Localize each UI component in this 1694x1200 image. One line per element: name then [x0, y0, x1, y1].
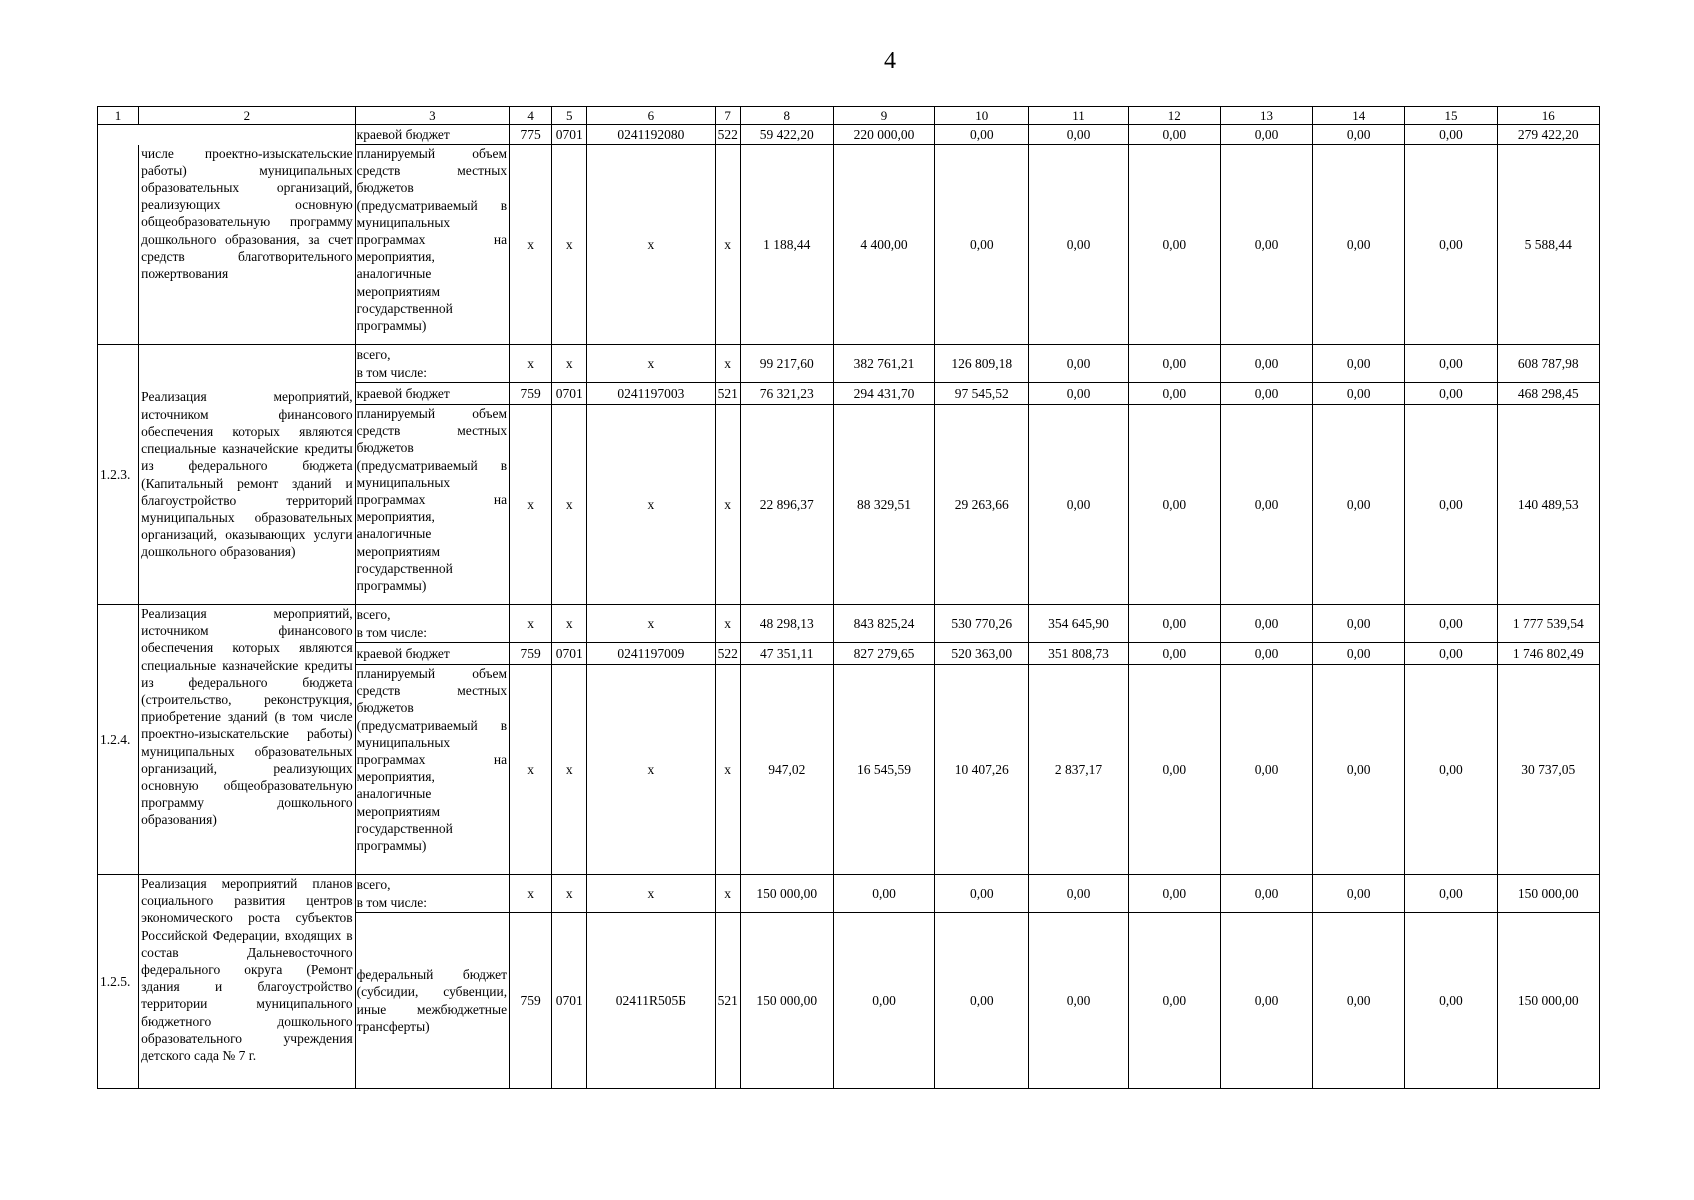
- value-cell-col-13: 0,00: [1220, 383, 1312, 405]
- source-cell: планируемый объем средств местных бюджетов (предусматриваемый в муниципальных программах на мероприятия, аналогичные мероприятиям государственной программы): [355, 405, 509, 605]
- value-cell-col-9: 0,00: [833, 913, 934, 1089]
- description-cell: Реализация мероприятий планов социального развития центров экономического роста субъектов Российской Федерации, входящих в состав Дальневосточного федерального округа (Ремонт здания и благоустройство территории муниципального бюджетного дошкольного образовательного учреждения детского сада № 7 г.: [139, 875, 356, 1089]
- value-cell-col-16: 150 000,00: [1497, 875, 1599, 913]
- value-cell-col-14: 0,00: [1313, 913, 1405, 1089]
- value-cell-col-5: x: [552, 875, 587, 913]
- item-code: 1.2.5.: [98, 875, 139, 1089]
- value-cell-col-6: x: [587, 875, 715, 913]
- value-cell-col-7: 521: [715, 913, 740, 1089]
- value-cell-col-5: x: [552, 145, 587, 345]
- value-cell-col-6: 0241197009: [587, 643, 715, 665]
- column-header-13: 13: [1220, 107, 1312, 125]
- value-cell-col-13: 0,00: [1220, 345, 1312, 383]
- value-cell-col-4: 775: [510, 125, 552, 145]
- value-cell-col-4: x: [510, 345, 552, 383]
- value-cell-col-4: x: [510, 875, 552, 913]
- value-cell-col-15: 0,00: [1405, 665, 1497, 875]
- value-cell-col-12: 0,00: [1128, 145, 1220, 345]
- value-cell-col-8: 22 896,37: [740, 405, 833, 605]
- value-cell-col-7: x: [715, 875, 740, 913]
- value-cell-col-6: x: [587, 605, 715, 643]
- value-cell-col-10: 0,00: [935, 145, 1029, 345]
- value-cell-col-5: x: [552, 665, 587, 875]
- value-cell-col-12: 0,00: [1128, 605, 1220, 643]
- source-cell: всего, в том числе:: [355, 345, 509, 383]
- table-row: [98, 145, 1600, 345]
- value-cell-col-5: x: [552, 605, 587, 643]
- value-cell-col-8: 150 000,00: [740, 875, 833, 913]
- item-code: 1.2.4.: [98, 605, 139, 875]
- value-cell-col-11: 0,00: [1029, 125, 1128, 145]
- value-cell-col-6: 0241192080: [587, 125, 715, 145]
- column-header-3: 3: [355, 107, 509, 125]
- value-cell-col-8: 1 188,44: [740, 145, 833, 345]
- value-cell-col-4: 759: [510, 383, 552, 405]
- value-cell-col-6: 02411R505Б: [587, 913, 715, 1089]
- column-header-5: 5: [552, 107, 587, 125]
- value-cell-col-12: 0,00: [1128, 643, 1220, 665]
- value-cell-col-7: x: [715, 345, 740, 383]
- value-cell-col-13: 0,00: [1220, 875, 1312, 913]
- source-cell: планируемый объем средств местных бюджетов (предусматриваемый в муниципальных программах на мероприятия, аналогичные мероприятиям государственной программы): [355, 145, 509, 345]
- value-cell-col-9: 0,00: [833, 875, 934, 913]
- value-cell-col-9: 827 279,65: [833, 643, 934, 665]
- column-header-1: 1: [98, 107, 139, 125]
- column-header-16: 16: [1497, 107, 1599, 125]
- value-cell-col-8: 48 298,13: [740, 605, 833, 643]
- value-cell-col-13: 0,00: [1220, 605, 1312, 643]
- source-cell: всего, в том числе:: [355, 605, 509, 643]
- column-header-2: 2: [139, 107, 356, 125]
- value-cell-col-7: 522: [715, 643, 740, 665]
- value-cell-col-11: 2 837,17: [1029, 665, 1128, 875]
- carried-over-cell: [98, 125, 356, 145]
- value-cell-col-6: 0241197003: [587, 383, 715, 405]
- value-cell-col-4: x: [510, 405, 552, 605]
- value-cell-col-13: 0,00: [1220, 913, 1312, 1089]
- value-cell-col-5: x: [552, 345, 587, 383]
- table-row: [98, 345, 1600, 383]
- value-cell-col-5: 0701: [552, 913, 587, 1089]
- value-cell-col-10: 97 545,52: [935, 383, 1029, 405]
- code-cell: [98, 145, 139, 345]
- source-cell: планируемый объем средств местных бюджетов (предусматриваемый в муниципальных программах на мероприятия, аналогичные мероприятиям государственной программы): [355, 665, 509, 875]
- value-cell-col-12: 0,00: [1128, 665, 1220, 875]
- value-cell-col-9: 4 400,00: [833, 145, 934, 345]
- value-cell-col-14: 0,00: [1313, 643, 1405, 665]
- source-cell: краевой бюджет: [355, 383, 509, 405]
- value-cell-col-5: x: [552, 405, 587, 605]
- value-cell-col-15: 0,00: [1405, 643, 1497, 665]
- value-cell-col-16: 5 588,44: [1497, 145, 1599, 345]
- value-cell-col-4: x: [510, 605, 552, 643]
- value-cell-col-8: 150 000,00: [740, 913, 833, 1089]
- value-cell-col-6: x: [587, 145, 715, 345]
- value-cell-col-14: 0,00: [1313, 405, 1405, 605]
- value-cell-col-7: x: [715, 665, 740, 875]
- column-header-7: 7: [715, 107, 740, 125]
- value-cell-col-15: 0,00: [1405, 605, 1497, 643]
- value-cell-col-15: 0,00: [1405, 405, 1497, 605]
- value-cell-col-11: 0,00: [1029, 145, 1128, 345]
- value-cell-col-11: 0,00: [1029, 913, 1128, 1089]
- value-cell-col-8: 99 217,60: [740, 345, 833, 383]
- value-cell-col-12: 0,00: [1128, 875, 1220, 913]
- value-cell-col-10: 0,00: [935, 913, 1029, 1089]
- item-code: 1.2.3.: [98, 345, 139, 605]
- value-cell-col-6: x: [587, 345, 715, 383]
- value-cell-col-11: 0,00: [1029, 875, 1128, 913]
- value-cell-col-10: 29 263,66: [935, 405, 1029, 605]
- value-cell-col-15: 0,00: [1405, 875, 1497, 913]
- value-cell-col-10: 530 770,26: [935, 605, 1029, 643]
- value-cell-col-9: 88 329,51: [833, 405, 934, 605]
- value-cell-col-15: 0,00: [1405, 383, 1497, 405]
- value-cell-col-8: 59 422,20: [740, 125, 833, 145]
- value-cell-col-14: 0,00: [1313, 345, 1405, 383]
- value-cell-col-4: x: [510, 665, 552, 875]
- value-cell-col-14: 0,00: [1313, 125, 1405, 145]
- value-cell-col-5: 0701: [552, 125, 587, 145]
- column-header-15: 15: [1405, 107, 1497, 125]
- column-header-10: 10: [935, 107, 1029, 125]
- source-cell: краевой бюджет: [355, 643, 509, 665]
- value-cell-col-16: 608 787,98: [1497, 345, 1599, 383]
- source-cell: федеральный бюджет (субсидии, субвенции, иные межбюджетные трансферты): [355, 913, 509, 1089]
- value-cell-col-7: x: [715, 145, 740, 345]
- value-cell-col-7: 522: [715, 125, 740, 145]
- value-cell-col-7: 521: [715, 383, 740, 405]
- source-cell: краевой бюджет: [355, 125, 509, 145]
- value-cell-col-12: 0,00: [1128, 125, 1220, 145]
- column-header-12: 12: [1128, 107, 1220, 125]
- value-cell-col-8: 76 321,23: [740, 383, 833, 405]
- value-cell-col-4: 759: [510, 643, 552, 665]
- description-cell: Реализация мероприятий, источником финансового обеспечения которых являются специальные казначейские кредиты из федерального бюджета (Капитальный ремонт зданий и благоустройство территорий муниципальных образовательных организаций, оказывающих услуги дошкольного образования): [139, 345, 356, 605]
- value-cell-col-11: 0,00: [1029, 405, 1128, 605]
- value-cell-col-12: 0,00: [1128, 345, 1220, 383]
- table-row: [98, 605, 1600, 643]
- column-header-11: 11: [1029, 107, 1128, 125]
- description-cell: числе проектно-изыскательские работы) муниципальных образовательных организаций, реализующих основную общеобразовательную программу дошкольного образования, за счет средств благотворительного пожертвования: [139, 145, 356, 345]
- value-cell-col-15: 0,00: [1405, 125, 1497, 145]
- value-cell-col-5: 0701: [552, 643, 587, 665]
- source-cell: всего, в том числе:: [355, 875, 509, 913]
- value-cell-col-7: x: [715, 405, 740, 605]
- value-cell-col-4: 759: [510, 913, 552, 1089]
- value-cell-col-14: 0,00: [1313, 145, 1405, 345]
- value-cell-col-10: 10 407,26: [935, 665, 1029, 875]
- value-cell-col-16: 279 422,20: [1497, 125, 1599, 145]
- value-cell-col-11: 354 645,90: [1029, 605, 1128, 643]
- table-row: [98, 125, 1600, 145]
- value-cell-col-15: 0,00: [1405, 913, 1497, 1089]
- value-cell-col-14: 0,00: [1313, 875, 1405, 913]
- value-cell-col-12: 0,00: [1128, 383, 1220, 405]
- value-cell-col-14: 0,00: [1313, 665, 1405, 875]
- value-cell-col-7: x: [715, 605, 740, 643]
- value-cell-col-11: 0,00: [1029, 345, 1128, 383]
- value-cell-col-5: 0701: [552, 383, 587, 405]
- value-cell-col-6: x: [587, 665, 715, 875]
- value-cell-col-4: x: [510, 145, 552, 345]
- value-cell-col-9: 220 000,00: [833, 125, 934, 145]
- value-cell-col-10: 126 809,18: [935, 345, 1029, 383]
- column-header-14: 14: [1313, 107, 1405, 125]
- value-cell-col-14: 0,00: [1313, 383, 1405, 405]
- value-cell-col-13: 0,00: [1220, 665, 1312, 875]
- value-cell-col-10: 0,00: [935, 875, 1029, 913]
- value-cell-col-13: 0,00: [1220, 643, 1312, 665]
- column-header-9: 9: [833, 107, 934, 125]
- value-cell-col-9: 382 761,21: [833, 345, 934, 383]
- value-cell-col-10: 520 363,00: [935, 643, 1029, 665]
- budget-table: [97, 106, 1600, 1089]
- value-cell-col-8: 47 351,11: [740, 643, 833, 665]
- value-cell-col-11: 351 808,73: [1029, 643, 1128, 665]
- column-number-header-row: [98, 107, 1600, 125]
- value-cell-col-9: 16 545,59: [833, 665, 934, 875]
- value-cell-col-16: 468 298,45: [1497, 383, 1599, 405]
- value-cell-col-11: 0,00: [1029, 383, 1128, 405]
- value-cell-col-13: 0,00: [1220, 405, 1312, 605]
- value-cell-col-15: 0,00: [1405, 345, 1497, 383]
- page-number: 4: [884, 48, 896, 74]
- value-cell-col-12: 0,00: [1128, 405, 1220, 605]
- value-cell-col-16: 140 489,53: [1497, 405, 1599, 605]
- value-cell-col-14: 0,00: [1313, 605, 1405, 643]
- value-cell-col-13: 0,00: [1220, 125, 1312, 145]
- description-cell: Реализация мероприятий, источником финансового обеспечения которых являются специальные казначейские кредиты из федерального бюджета (строительство, реконструкция, приобретение зданий (в том числе проектно-изыскательские работы) муниципальных образовательных организаций, реализующих основную общеобразовательную программу дошкольного образования): [139, 605, 356, 875]
- value-cell-col-16: 1 746 802,49: [1497, 643, 1599, 665]
- value-cell-col-9: 294 431,70: [833, 383, 934, 405]
- value-cell-col-12: 0,00: [1128, 913, 1220, 1089]
- column-header-4: 4: [510, 107, 552, 125]
- value-cell-col-9: 843 825,24: [833, 605, 934, 643]
- value-cell-col-16: 30 737,05: [1497, 665, 1599, 875]
- value-cell-col-13: 0,00: [1220, 145, 1312, 345]
- value-cell-col-10: 0,00: [935, 125, 1029, 145]
- column-header-8: 8: [740, 107, 833, 125]
- table-row: [98, 875, 1600, 913]
- value-cell-col-16: 150 000,00: [1497, 913, 1599, 1089]
- column-header-6: 6: [587, 107, 715, 125]
- value-cell-col-6: x: [587, 405, 715, 605]
- value-cell-col-8: 947,02: [740, 665, 833, 875]
- value-cell-col-16: 1 777 539,54: [1497, 605, 1599, 643]
- value-cell-col-15: 0,00: [1405, 145, 1497, 345]
